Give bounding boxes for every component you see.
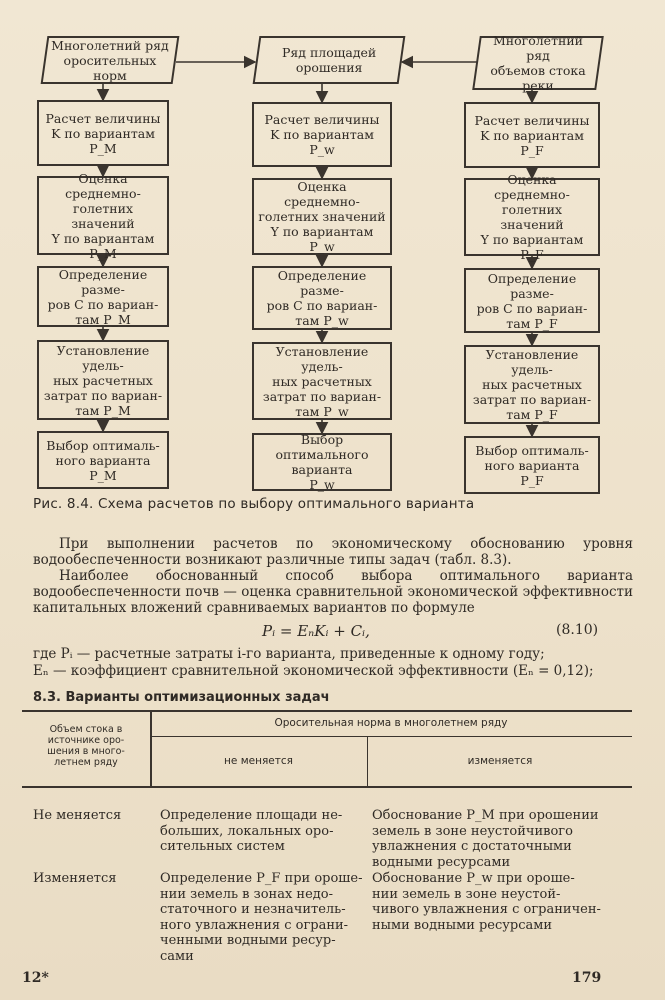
step-box-m-2 — [37, 170, 169, 261]
group-header: Оросительная норма в многолетнем ряду — [274, 717, 508, 729]
row-1-cell-2: Обоснование P_M при орошении земель в зоне неустойчивого увлажнения с достаточными водными ресурсами — [372, 808, 599, 870]
step-label: Оценка среднемно- голетних значений Y по вариантам P_w — [258, 179, 386, 254]
row-1-cell-1: Определение площади не- больших, локальных оро- сительных систем — [160, 808, 343, 854]
step-box-m-1 — [37, 100, 169, 166]
step-box-f-3 — [464, 268, 600, 333]
step-box-f-1 — [464, 102, 600, 168]
table-header — [22, 710, 632, 798]
input-box-irrigation-norms — [41, 36, 180, 84]
step-label: Определение разме- ров C по вариан- там P_F — [476, 270, 588, 331]
step-box-f-4 — [464, 345, 600, 424]
page-number: 179 — [572, 970, 602, 986]
step-label: Установление удель- ных расчетных затрат по вариан- там P_F — [472, 347, 592, 422]
row-label-1: Не меняется — [33, 808, 122, 823]
input-label: Многолетний ряд объемов стока реки — [490, 33, 586, 93]
step-label: Установление удель- ных расчетных затрат по вариан- там P_w — [262, 343, 382, 419]
step-box-m-3 — [37, 266, 169, 327]
paragraph-1: При выполнении расчетов по экономическому обоснованию уровня водообеспеченности возникают различные типы задач (табл. 8.3). — [33, 536, 633, 568]
step-box-m-5 — [37, 431, 169, 489]
step-label: Оценка среднемно- голетних значений Y по вариантам P_F — [480, 172, 584, 262]
row-2-cell-1: Определение P_F при ороше- нии земель в зонах недо- статочного и незначитель- ного увлажнения с ограни- ченными водными ресур- сами — [160, 871, 363, 964]
step-label: Выбор оптималь- ного варианта P_M — [46, 437, 160, 483]
formula-explanation — [33, 646, 633, 680]
step-box-m-4 — [37, 340, 169, 420]
paragraph-2: Наиболее обоснованный способ выбора оптимального варианта водообеспеченности почв — оценка сравнительной экономической эффективности капитальных вложений сравниваемых вариантов по формуле — [33, 568, 633, 616]
step-box-w-4 — [252, 342, 392, 420]
formula-number: (8.10) — [556, 622, 599, 638]
table-rule-bottom — [22, 786, 632, 788]
step-label: Оценка среднемно- голетних значений Y по вариантам P_M — [51, 170, 155, 261]
formula-line — [0, 622, 640, 642]
table-title: 8.3. Варианты оптимизационных задач — [33, 690, 330, 705]
step-label: Расчет величины K по вариантам P_F — [474, 112, 590, 158]
input-label: Многолетний ряд оросительных норм — [51, 37, 169, 83]
step-label: Установление удель- ных расчетных затрат по вариан- там P_M — [43, 342, 163, 418]
row-2-cell-2: Обоснование P_w при ороше- нии земель в зоне неустой- чивого увлажнения с ограничен- ными водными ресурсами — [372, 871, 601, 933]
input-box-river-flow — [472, 33, 604, 93]
step-label: Определение разме- ров C по вариан- там P_w — [266, 268, 378, 328]
body-text — [33, 536, 633, 616]
signature-mark: 12* — [22, 970, 49, 986]
formula: Pᵢ = EₙKᵢ + Cᵢ, — [262, 622, 370, 640]
col-header-unchanged: не меняется — [224, 755, 293, 767]
step-box-f-5 — [464, 436, 600, 494]
step-box-w-2 — [252, 178, 392, 255]
step-label: Определение разме- ров C по вариан- там P_M — [47, 266, 159, 327]
step-box-f-2 — [464, 172, 600, 262]
table-rule-top — [22, 710, 632, 712]
input-label: Ряд площадей орошения — [281, 45, 377, 75]
col-header-changes: изменяется — [467, 755, 533, 767]
where-line-1: где Pᵢ — расчетные затраты i-го варианта, приведенные к одному году; — [33, 646, 545, 662]
step-label: Выбор оптимального варианта P_w — [275, 432, 369, 492]
input-box-irrigation-areas — [253, 36, 406, 84]
step-label: Выбор оптималь- ного варианта P_F — [475, 442, 589, 488]
step-label: Расчет величины K по вариантам P_M — [45, 110, 161, 156]
corner-header: Объем стока в источнике оро- шения в много- летнем ряду — [47, 724, 125, 768]
where-line-2: Eₙ — коэффициент сравнительной экономической эффективности (Eₙ = 0,12); — [33, 663, 594, 679]
step-box-w-3 — [252, 266, 392, 330]
table-rule-middle — [150, 736, 632, 737]
step-label: Расчет величины K по вариантам P_w — [264, 112, 380, 157]
step-box-w-5 — [252, 433, 392, 491]
row-label-2: Изменяется — [33, 871, 117, 886]
step-box-w-1 — [252, 102, 392, 167]
figure-caption: Рис. 8.4. Схема расчетов по выбору оптимального варианта — [33, 496, 475, 512]
